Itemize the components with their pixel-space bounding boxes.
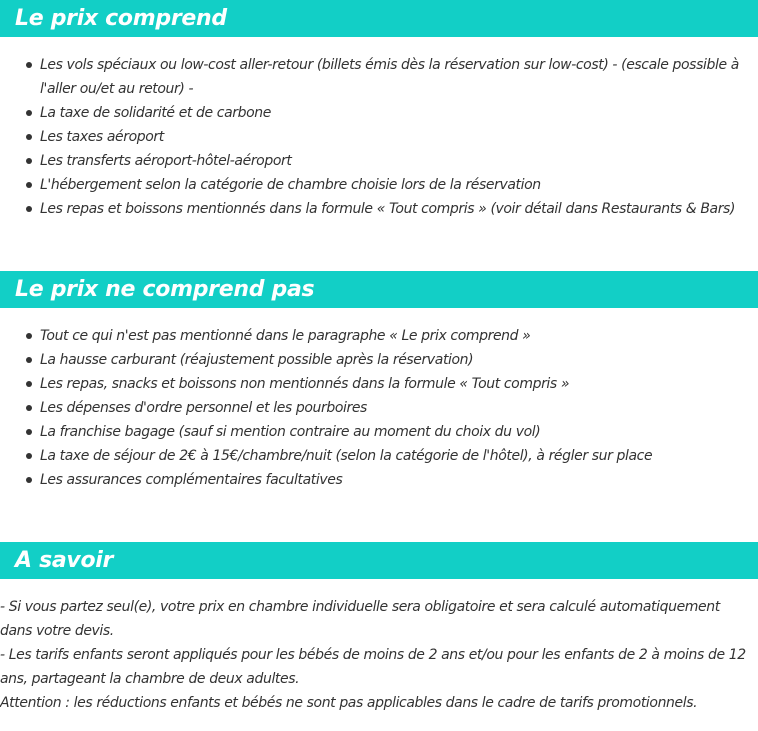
list-item-text: Tout ce qui n'est pas mentionné dans le paragraphe « Le prix comprend » xyxy=(40,328,531,344)
price-includes-list xyxy=(0,53,758,221)
list-item-text: Les taxes aéroport xyxy=(40,129,164,145)
list-item-text: La franchise bagage (sauf si mention contraire au moment du choix du vol) xyxy=(40,424,541,440)
list-item-text: La hausse carburant (réajustement possible après la réservation) xyxy=(40,352,474,368)
list-item-text: La taxe de séjour de 2€ à 15€/chambre/nuit (selon la catégorie de l'hôtel), à régler sur place xyxy=(40,448,653,464)
list-item-text: Les vols spéciaux ou low-cost aller-retour (billets émis dès la réservation sur low-cost) - (escale possible à l'aller ou/et au retour) - xyxy=(40,57,739,97)
section-title: A savoir xyxy=(15,548,114,573)
list-item-text: Les dépenses d'ordre personnel et les pourboires xyxy=(40,400,367,416)
bullet-icon xyxy=(26,333,32,339)
bullet-icon xyxy=(26,405,32,411)
section-title: Le prix ne comprend pas xyxy=(15,277,315,302)
list-item xyxy=(0,173,758,197)
list-item xyxy=(0,324,758,348)
bullet-icon xyxy=(26,134,32,140)
note-paragraph: - Si vous partez seul(e), votre prix en chambre individuelle sera obligatoire et sera calculé automatiquement dans votre devis. xyxy=(0,599,720,639)
bullet-icon xyxy=(26,110,32,116)
bullet-icon xyxy=(26,477,32,483)
list-item-text: Les repas et boissons mentionnés dans la formule « Tout compris » (voir détail dans Restaurants & Bars) xyxy=(40,201,736,217)
section-header-price-excludes xyxy=(0,271,758,308)
price-excludes-list xyxy=(0,324,758,492)
list-item-text: L'hébergement selon la catégorie de chambre choisie lors de la réservation xyxy=(40,177,541,193)
section-title: Le prix comprend xyxy=(15,6,227,31)
bullet-icon xyxy=(26,62,32,68)
section-header-price-includes xyxy=(0,0,758,37)
good-to-know-notes xyxy=(0,595,758,715)
list-item xyxy=(0,197,758,221)
list-item xyxy=(0,420,758,444)
note-paragraph: Attention : les réductions enfants et bébés ne sont pas applicables dans le cadre de tarifs promotionnels. xyxy=(0,695,698,711)
bullet-icon xyxy=(26,158,32,164)
list-item-text: Les assurances complémentaires facultatives xyxy=(40,472,343,488)
bullet-icon xyxy=(26,206,32,212)
list-item xyxy=(0,101,758,125)
bullet-icon xyxy=(26,381,32,387)
list-item xyxy=(0,53,758,101)
bullet-icon xyxy=(26,429,32,435)
list-item xyxy=(0,396,758,420)
note-paragraph: - Les tarifs enfants seront appliqués pour les bébés de moins de 2 ans et/ou pour les enfants de 2 à moins de 12 ans, partageant la chambre de deux adultes. xyxy=(0,647,746,687)
bullet-icon xyxy=(26,357,32,363)
bullet-icon xyxy=(26,182,32,188)
list-item xyxy=(0,149,758,173)
list-item xyxy=(0,372,758,396)
list-item-text: Les repas, snacks et boissons non mentionnés dans la formule « Tout compris » xyxy=(40,376,570,392)
list-item xyxy=(0,444,758,468)
list-item-text: Les transferts aéroport-hôtel-aéroport xyxy=(40,153,292,169)
list-item xyxy=(0,468,758,492)
list-item xyxy=(0,348,758,372)
list-item xyxy=(0,125,758,149)
list-item-text: La taxe de solidarité et de carbone xyxy=(40,105,271,121)
section-header-good-to-know xyxy=(0,542,758,579)
bullet-icon xyxy=(26,453,32,459)
